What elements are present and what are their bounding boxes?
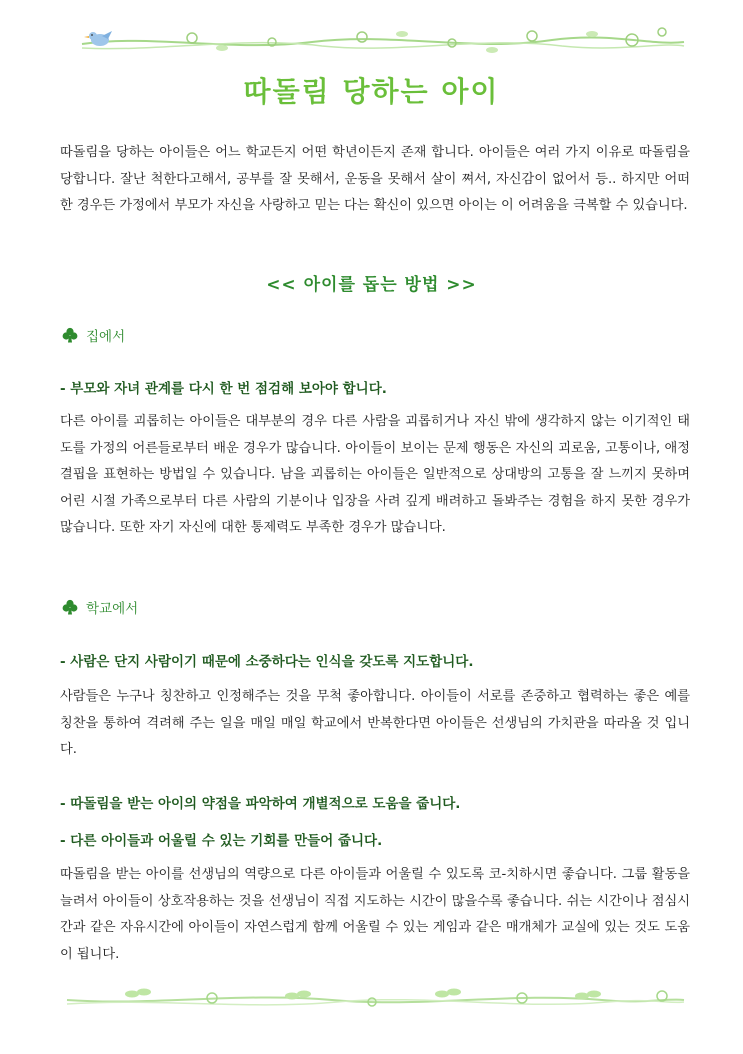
section-heading-label: 집에서 — [86, 329, 126, 345]
section-heading-school — [62, 597, 138, 617]
section-heading-label: 학교에서 — [86, 601, 139, 617]
club-icon — [62, 599, 78, 615]
vine-bird-border-icon — [72, 22, 687, 62]
point-title: - 사람은 단지 사람이기 때문에 소중하다는 인식을 갖도록 지도합니다. — [60, 654, 474, 670]
intro-paragraph: 따돌림을 당하는 아이들은 어느 학교든지 어떤 학년이든지 존재 합니다. 아이들은 여러 가지 이유로 따돌림을 당합니다. 잘난 척한다고해서, 공부를 잘 못해서, 운동을 못해서 살이 쪄서, 자신감이 없어서 등.. 하지만 어떠한 경우든 가정에서 부모가 자신을 사랑하고 믿는 다는 확신이 있으면 아이는 이 어려움을 극복할 수 있습니다. — [60, 145, 690, 213]
point-body: 다른 아이를 괴롭히는 아이들은 대부분의 경우 다른 사람을 괴롭히거나 자신 밖에 생각하지 않는 이기적인 태도를 가정의 어른들로부터 배운 경우가 많습니다. 아이들이 보이는 문제 행동은 자신의 괴로움, 고통이나, 애정결핍을 표현하는 방법일 수 있습니다. 남을 괴롭히는 아이들은 일반적으로 상대방의 고통을 잘 느끼지 못하며 어린 시절 가족으로부터 다른 사람의 기분이나 입장을 사려 깊게 배려하고 돌봐주는 경험을 하지 못한 경우가 많습니다. 또한 자기 자신에 대한 통제력도 부족한 경우가 많습니다. — [60, 414, 690, 535]
section-heading-home — [62, 325, 125, 345]
vine-sprout-border-icon — [62, 980, 687, 1020]
club-icon — [62, 327, 78, 343]
point-body: 사람들은 누구나 칭찬하고 인정해주는 것을 무척 좋아합니다. 아이들이 서로를 존중하고 협력하는 좋은 예를 칭찬을 통하여 격려해 주는 일을 매일 매일 학교에서 반복한다면 아이들은 선생님의 가치관을 따라올 것 입니다. — [60, 689, 690, 757]
point-title: - 다른 아이들과 어울릴 수 있는 기회를 만들어 줍니다. — [60, 833, 383, 849]
point-title: - 부모와 자녀 관계를 다시 한 번 점검해 보아야 합니다. — [60, 381, 387, 397]
point-body: 따돌림을 받는 아이를 선생님의 역량으로 다른 아이들과 어울릴 수 있도록 코-치하시면 좋습니다. 그룹 활동을 늘려서 아이들이 상호작용하는 것을 선생님이 직접 지도하는 시간이 많을수록 좋습니다. 쉬는 시간이나 점심시간과 같은 자유시간에 아이들이 자연스럽게 함께 어울릴 수 있는 게임과 같은 매개체가 교실에 있는 것도 도움이 됩니다. — [60, 867, 690, 962]
page-title: 따돌림 당하는 아이 — [243, 75, 500, 108]
point-title: - 따돌림을 받는 아이의 약점을 파악하여 개별적으로 도움을 줍니다. — [60, 796, 461, 812]
section-subtitle: << 아이를 돕는 방법 >> — [266, 275, 477, 295]
